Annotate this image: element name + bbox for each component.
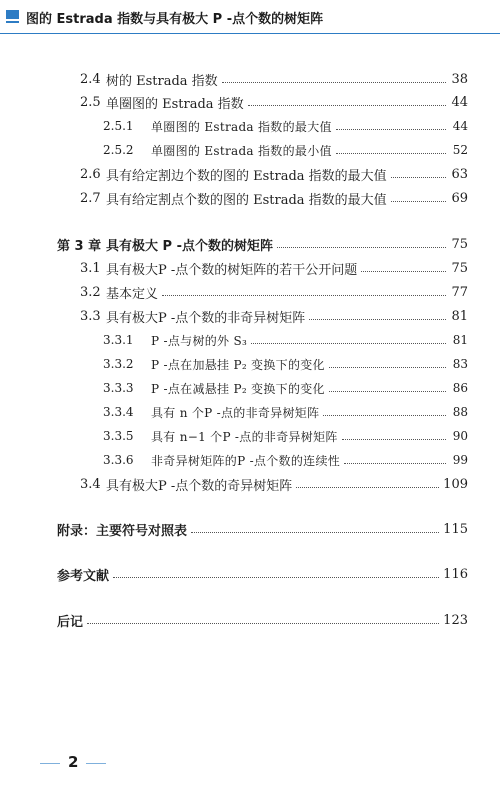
footer-dash-left xyxy=(40,763,60,764)
toc-entry xyxy=(80,91,468,113)
toc-entry-number: 2.5.2 xyxy=(103,143,134,157)
toc-entry-number: 2.4 xyxy=(80,71,101,87)
toc-entry-number: 3.3.3 xyxy=(103,381,134,395)
toc-entry-page: 83 xyxy=(452,357,468,371)
toc-entry-page: 90 xyxy=(452,429,468,443)
toc-entry xyxy=(103,377,468,399)
toc-entry-title: 附录：主要符号对照表 xyxy=(57,523,188,539)
toc-entry-page: 115 xyxy=(443,521,468,537)
toc-entry-number: 3.3.5 xyxy=(103,429,134,443)
toc-entry-page: 52 xyxy=(452,143,468,157)
toc-entry-page: 77 xyxy=(451,284,468,300)
dot-leader xyxy=(361,271,446,272)
toc-entry-page: 86 xyxy=(452,381,468,395)
toc-entry-page: 81 xyxy=(451,308,468,324)
toc-entry xyxy=(80,163,468,185)
toc-entry xyxy=(103,449,468,471)
toc-entry-title: 具有 n−1 个P -点的非奇异树矩阵 xyxy=(151,429,338,444)
toc-entry-page: 75 xyxy=(451,236,468,252)
toc-entry-page: 38 xyxy=(451,71,468,87)
toc-entry-page: 75 xyxy=(451,260,468,276)
dot-leader xyxy=(344,463,446,464)
dot-leader xyxy=(336,153,446,154)
toc-entry-number: 3.2 xyxy=(80,284,101,300)
page-number: 2 xyxy=(68,753,79,771)
dot-leader xyxy=(113,577,439,578)
toc-entry-title: 参考文献 xyxy=(57,568,110,584)
toc-entry-title: 单圈图的 Estrada 指数的最大值 xyxy=(151,119,332,134)
dot-leader xyxy=(391,177,446,178)
toc-entry-title: 非奇异树矩阵的P -点个数的连续性 xyxy=(151,453,341,468)
toc-entry-page: 63 xyxy=(451,166,468,182)
toc-entry-number: 3.3.4 xyxy=(103,405,134,419)
toc-entry-title: 具有给定割边个数的图的 Estrada 指数的最大值 xyxy=(106,168,387,184)
toc-entry-page: 88 xyxy=(452,405,468,419)
dot-leader xyxy=(296,487,439,488)
toc-entry xyxy=(80,257,468,279)
dot-leader xyxy=(277,247,446,248)
toc-entry-number: 第 3 章 xyxy=(57,238,102,254)
toc-entry xyxy=(103,353,468,375)
dot-leader xyxy=(336,129,446,130)
toc-entry-title: 树的 Estrada 指数 xyxy=(106,73,218,89)
toc-entry xyxy=(57,609,468,631)
toc-entry-number: 3.3 xyxy=(80,308,101,324)
toc-entry-page: 123 xyxy=(443,612,468,628)
footer-dash-right xyxy=(86,763,106,764)
dot-leader xyxy=(251,343,446,344)
toc-entry xyxy=(80,473,468,495)
toc-entry-title: 具有极大P -点个数的树矩阵的若干公开问题 xyxy=(106,262,358,278)
toc-entry-title: 具有极大P -点个数的非奇异树矩阵 xyxy=(106,310,306,326)
dot-leader xyxy=(248,105,446,106)
dot-leader xyxy=(87,623,439,624)
toc-entry-page: 109 xyxy=(443,476,468,492)
toc-entry-number: 2.5 xyxy=(80,94,101,110)
dot-leader xyxy=(342,439,446,440)
toc-entry-title: 具有给定割点个数的图的 Estrada 指数的最大值 xyxy=(106,192,387,208)
toc-entry xyxy=(57,233,468,255)
toc-entry xyxy=(103,425,468,447)
dot-leader xyxy=(329,391,446,392)
toc-entry-page: 69 xyxy=(451,190,468,206)
toc-entry-number: 2.6 xyxy=(80,166,101,182)
toc-entry xyxy=(80,305,468,327)
toc-entry xyxy=(57,563,468,585)
toc-entry xyxy=(103,401,468,423)
toc-entry-title: 基本定义 xyxy=(106,286,159,302)
toc-entry-title: 单圈图的 Estrada 指数的最小值 xyxy=(151,143,332,158)
toc-entry-number: 3.3.6 xyxy=(103,453,134,467)
dot-leader xyxy=(191,532,439,533)
toc-entry-title: 具有 n 个P -点的非奇异树矩阵 xyxy=(151,405,320,420)
toc-entry xyxy=(57,518,468,540)
book-title: 图的 Estrada 指数与具有极大 P -点个数的树矩阵 xyxy=(26,12,324,27)
toc-entry-page: 44 xyxy=(452,119,468,133)
toc-entry-page: 116 xyxy=(443,566,468,582)
toc-entry-title: 后记 xyxy=(57,614,84,630)
toc-entry xyxy=(80,187,468,209)
dot-leader xyxy=(309,319,446,320)
toc-entry-number: 3.4 xyxy=(80,476,101,492)
toc-entry-page: 44 xyxy=(451,94,468,110)
toc-entry-number: 2.5.1 xyxy=(103,119,134,133)
dot-leader xyxy=(391,201,446,202)
dot-leader xyxy=(329,367,446,368)
toc-entry-title: P -点与树的外 S₃ xyxy=(151,333,248,348)
dot-leader xyxy=(222,82,446,83)
dot-leader xyxy=(162,295,446,296)
toc-entry xyxy=(103,139,468,161)
toc-entry xyxy=(103,329,468,351)
toc-entry-page: 99 xyxy=(452,453,468,467)
toc-entry-title: 单圈图的 Estrada 指数 xyxy=(106,96,244,112)
toc-entry-number: 3.1 xyxy=(80,260,101,276)
toc-entry xyxy=(80,281,468,303)
toc-entry-number: 2.7 xyxy=(80,190,101,206)
toc-entry-number: 3.3.2 xyxy=(103,357,134,371)
toc-entry-title: P -点在减悬挂 P₂ 变换下的变化 xyxy=(151,381,325,396)
toc-entry-title: 具有极大 P -点个数的树矩阵 xyxy=(106,238,273,254)
toc-entry xyxy=(103,115,468,137)
toc-entry-title: P -点在加悬挂 P₂ 变换下的变化 xyxy=(151,357,325,372)
dot-leader xyxy=(323,415,446,416)
toc-entry-page: 81 xyxy=(452,333,468,347)
toc-entry-title: 具有极大P -点个数的奇异树矩阵 xyxy=(106,478,293,494)
toc-entry-number: 3.3.1 xyxy=(103,333,134,347)
toc-entry xyxy=(80,68,468,90)
